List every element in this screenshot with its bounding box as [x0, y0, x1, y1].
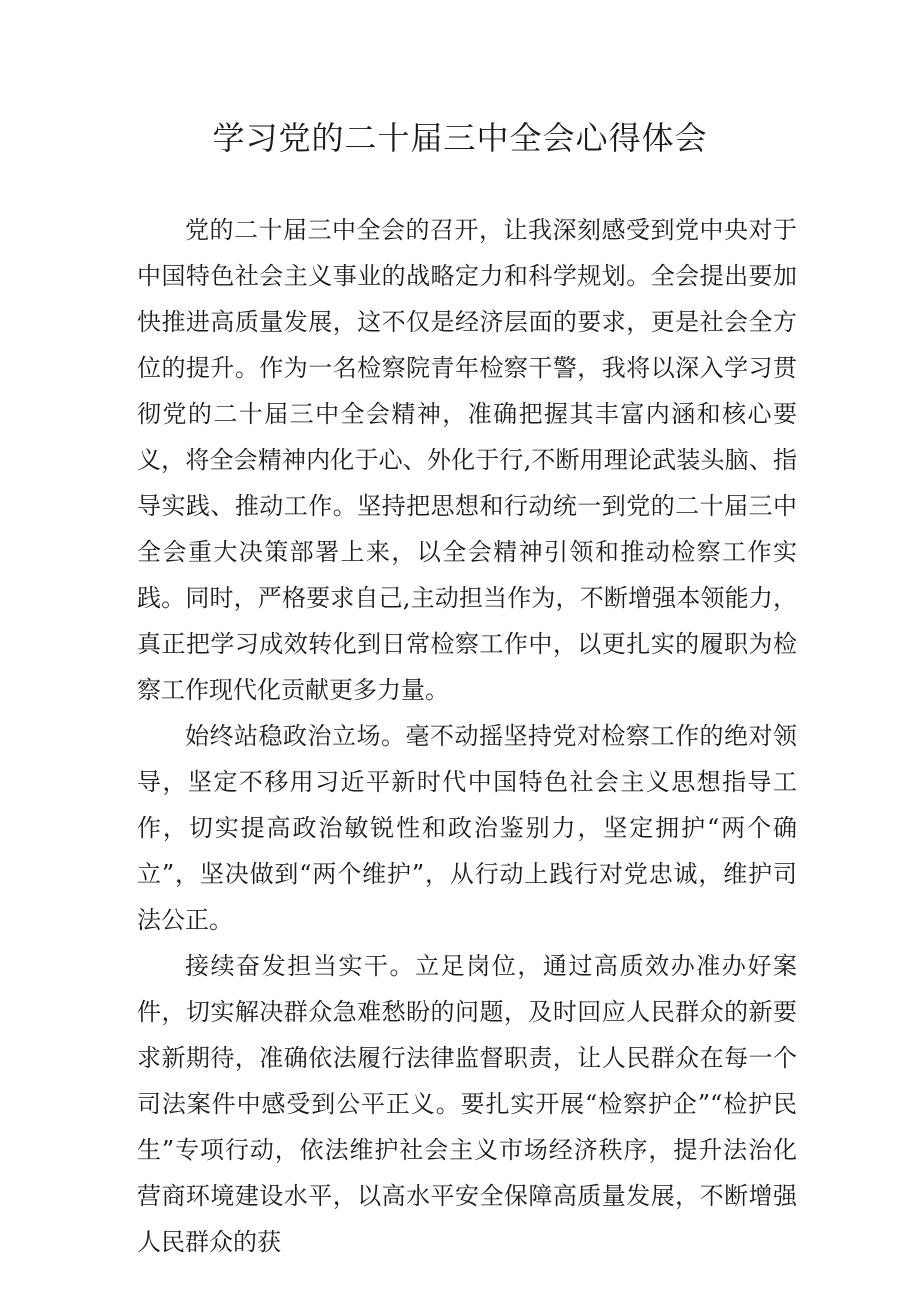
paragraph-1: 党的二十届三中全会的召开，让我深刻感受到党中央对于中国特色社会主义事业的战略定力和科学规划。全会提出要加快推进高质量发展，这不仅是经济层面的要求，更是社会全方位的提升。作为一名检察院青年检察干警，我将以深入学习贯彻党的二十届三中全会精神，准确把握其丰富内涵和核心要义，将全会精神内化于心、外化于行,不断用理论武装头脑、指导实践、推动工作。坚持把思想和行动统一到党的二十届三中全会重大决策部署上来，以全会精神引领和推动检察工作实践。同时，严格要求自己,主动担当作为，不断增强本领能力，真正把学习成效转化到日常检察工作中，以更扎实的履职为检察工作现代化贡献更多力量。 [137, 216, 797, 704]
document-body [137, 207, 797, 1265]
paragraph-2: 始终站稳政治立场。毫不动摇坚持党对检察工作的绝对领导，坚定不移用习近平新时代中国特色社会主义思想指导工作，切实提高政治敏锐性和政治鉴别力，坚定拥护“两个确立”，坚决做到“两个维护”，从行动上践行对党忠诚，维护司法公正。 [137, 722, 797, 934]
document-title: 学习党的二十届三中全会心得体会 [212, 119, 708, 157]
paragraph-3: 接续奋发担当实干。立足岗位，通过高质效办准办好案件，切实解决群众急难愁盼的问题，及时回应人民群众的新要求新期待，准确依法履行法律监督职责，让人民群众在每一个司法案件中感受到公平正义。要扎实开展“检察护企”“检护民生”专项行动，依法维护社会主义市场经济秩序，提升法治化营商环境建设水平，以高水平安全保障高质量发展，不断增强人民群众的获 [137, 952, 797, 1256]
